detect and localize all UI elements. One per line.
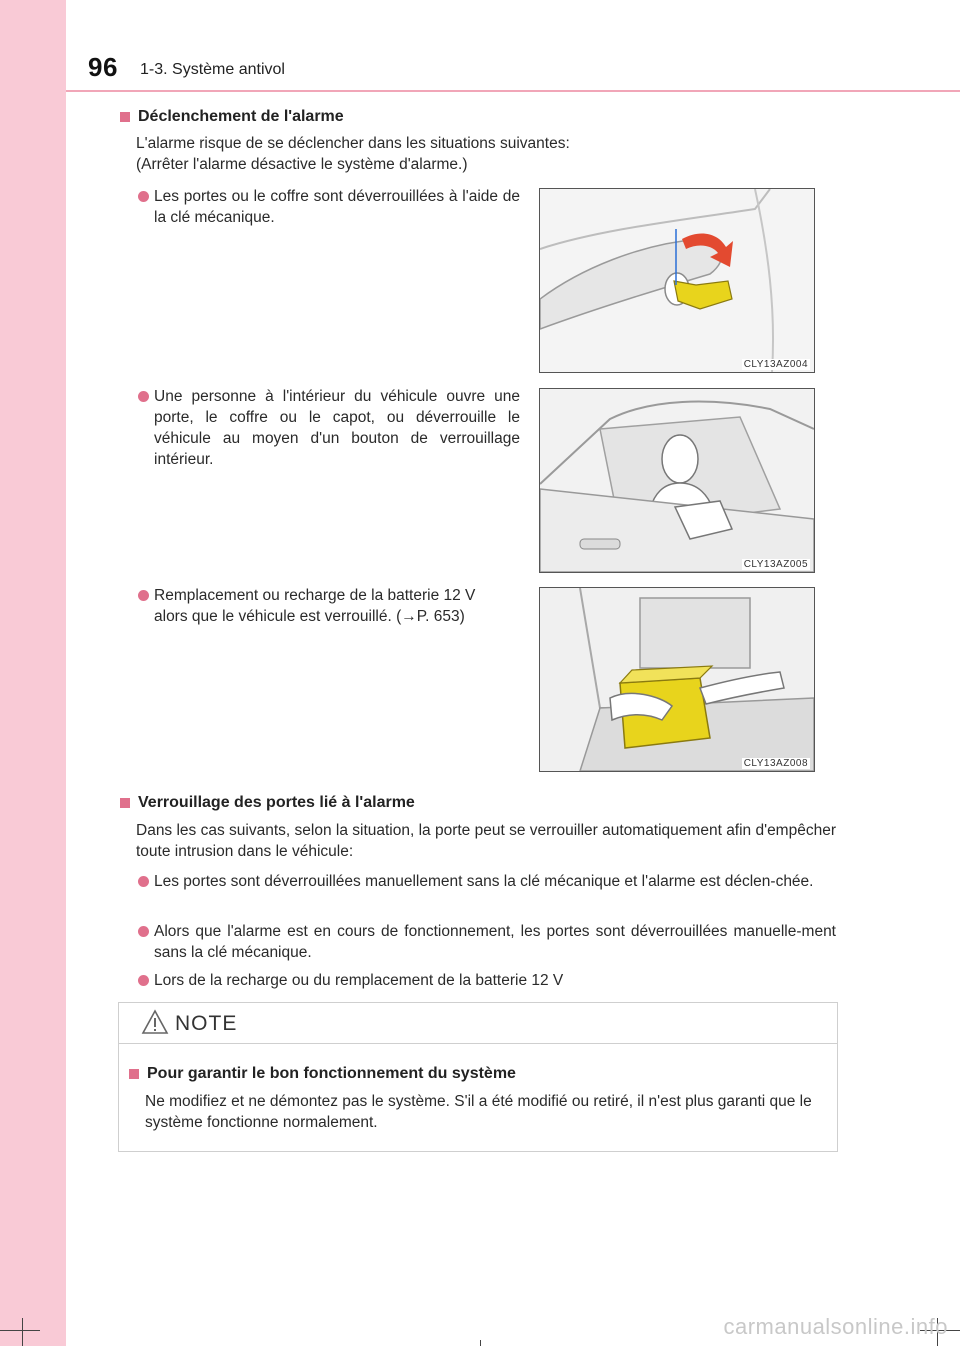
section-title-text: Verrouillage des portes lié à l'alarme — [138, 794, 415, 811]
list-item — [138, 585, 520, 627]
note-box — [118, 1002, 838, 1152]
list-item-text: Les portes ou le coffre sont déverrouillées à l'aide de la clé mécanique. — [154, 188, 520, 226]
figure-interior-person — [539, 388, 815, 573]
section-title-alarm-trigger — [120, 108, 344, 126]
section-intro: Dans les cas suivants, selon la situation, la porte peut se verrouiller automatiquement afin d'empêcher toute intrusion dans le véhicule: — [136, 822, 836, 860]
figure-code: CLY13AZ008 — [743, 758, 808, 769]
list-item — [138, 386, 520, 470]
note-text: Ne modifiez et ne démontez pas le système. S'il a été modifié ou retiré, il n'est plus garanti que le système fonctionne normalement. — [145, 1093, 812, 1131]
chapter-title: 1-3. Système antivol — [140, 61, 285, 78]
warning-triangle-icon — [141, 1009, 169, 1035]
figure-code: CLY13AZ005 — [743, 559, 808, 570]
page-number: 96 — [88, 52, 118, 82]
list-item — [138, 186, 520, 228]
square-bullet-icon — [120, 798, 130, 808]
figure-battery-replacement — [539, 587, 815, 772]
side-strip — [0, 0, 66, 1346]
section-title-text: Déclenchement de l'alarme — [138, 108, 344, 125]
door-handle-illustration — [540, 189, 814, 372]
page-header — [0, 0, 960, 92]
list-item-text: Alors que l'alarme est en cours de fonctionnement, les portes sont déverrouillées manuelle-ment sans la clé mécanique. — [154, 923, 836, 961]
list-item-text: Remplacement ou recharge de la batterie 12 V — [154, 587, 476, 604]
figure-code: CLY13AZ004 — [743, 359, 808, 370]
car-interior-illustration — [540, 389, 814, 572]
header-rule — [66, 90, 960, 92]
list-item-text: Les portes sont déverrouillées manuellement sans la clé mécanique et l'alarme est déclen-chée. — [154, 873, 814, 890]
crop-mark — [0, 1330, 40, 1331]
list-item-text: Lors de la recharge ou du remplacement de la batterie 12 V — [154, 972, 564, 989]
note-title — [129, 1065, 516, 1083]
list-item — [138, 970, 836, 991]
intro-line: (Arrêter l'alarme désactive le système d'alarme.) — [136, 156, 468, 173]
intro-line: L'alarme risque de se déclencher dans les situations suivantes: — [136, 135, 570, 152]
round-bullet-icon — [138, 975, 149, 986]
round-bullet-icon — [138, 926, 149, 937]
list-item-text: Une personne à l'intérieur du véhicule ouvre une porte, le coffre ou le capot, ou déverrouille le véhicule au moyen d'un bouton de verrouillage intérieur. — [154, 388, 520, 468]
note-title-text: Pour garantir le bon fonctionnement du système — [147, 1065, 516, 1082]
list-item-text: alors que le véhicule est verrouillé. (→P. 653) — [154, 608, 465, 625]
note-label: NOTE — [175, 1012, 238, 1035]
round-bullet-icon — [138, 590, 149, 601]
square-bullet-icon — [120, 112, 130, 122]
watermark: carmanualsonline.info — [723, 1314, 948, 1339]
square-bullet-icon — [129, 1069, 139, 1079]
figure-door-handle-key — [539, 188, 815, 373]
list-item — [138, 871, 836, 892]
crop-mark — [22, 1318, 23, 1346]
section-intro — [136, 133, 836, 175]
battery-illustration — [540, 588, 814, 771]
crop-mark — [480, 1340, 481, 1346]
round-bullet-icon — [138, 876, 149, 887]
list-item — [138, 921, 836, 963]
round-bullet-icon — [138, 391, 149, 402]
round-bullet-icon — [138, 191, 149, 202]
section-title-lock-alarm — [120, 794, 415, 812]
note-header — [119, 1003, 837, 1044]
